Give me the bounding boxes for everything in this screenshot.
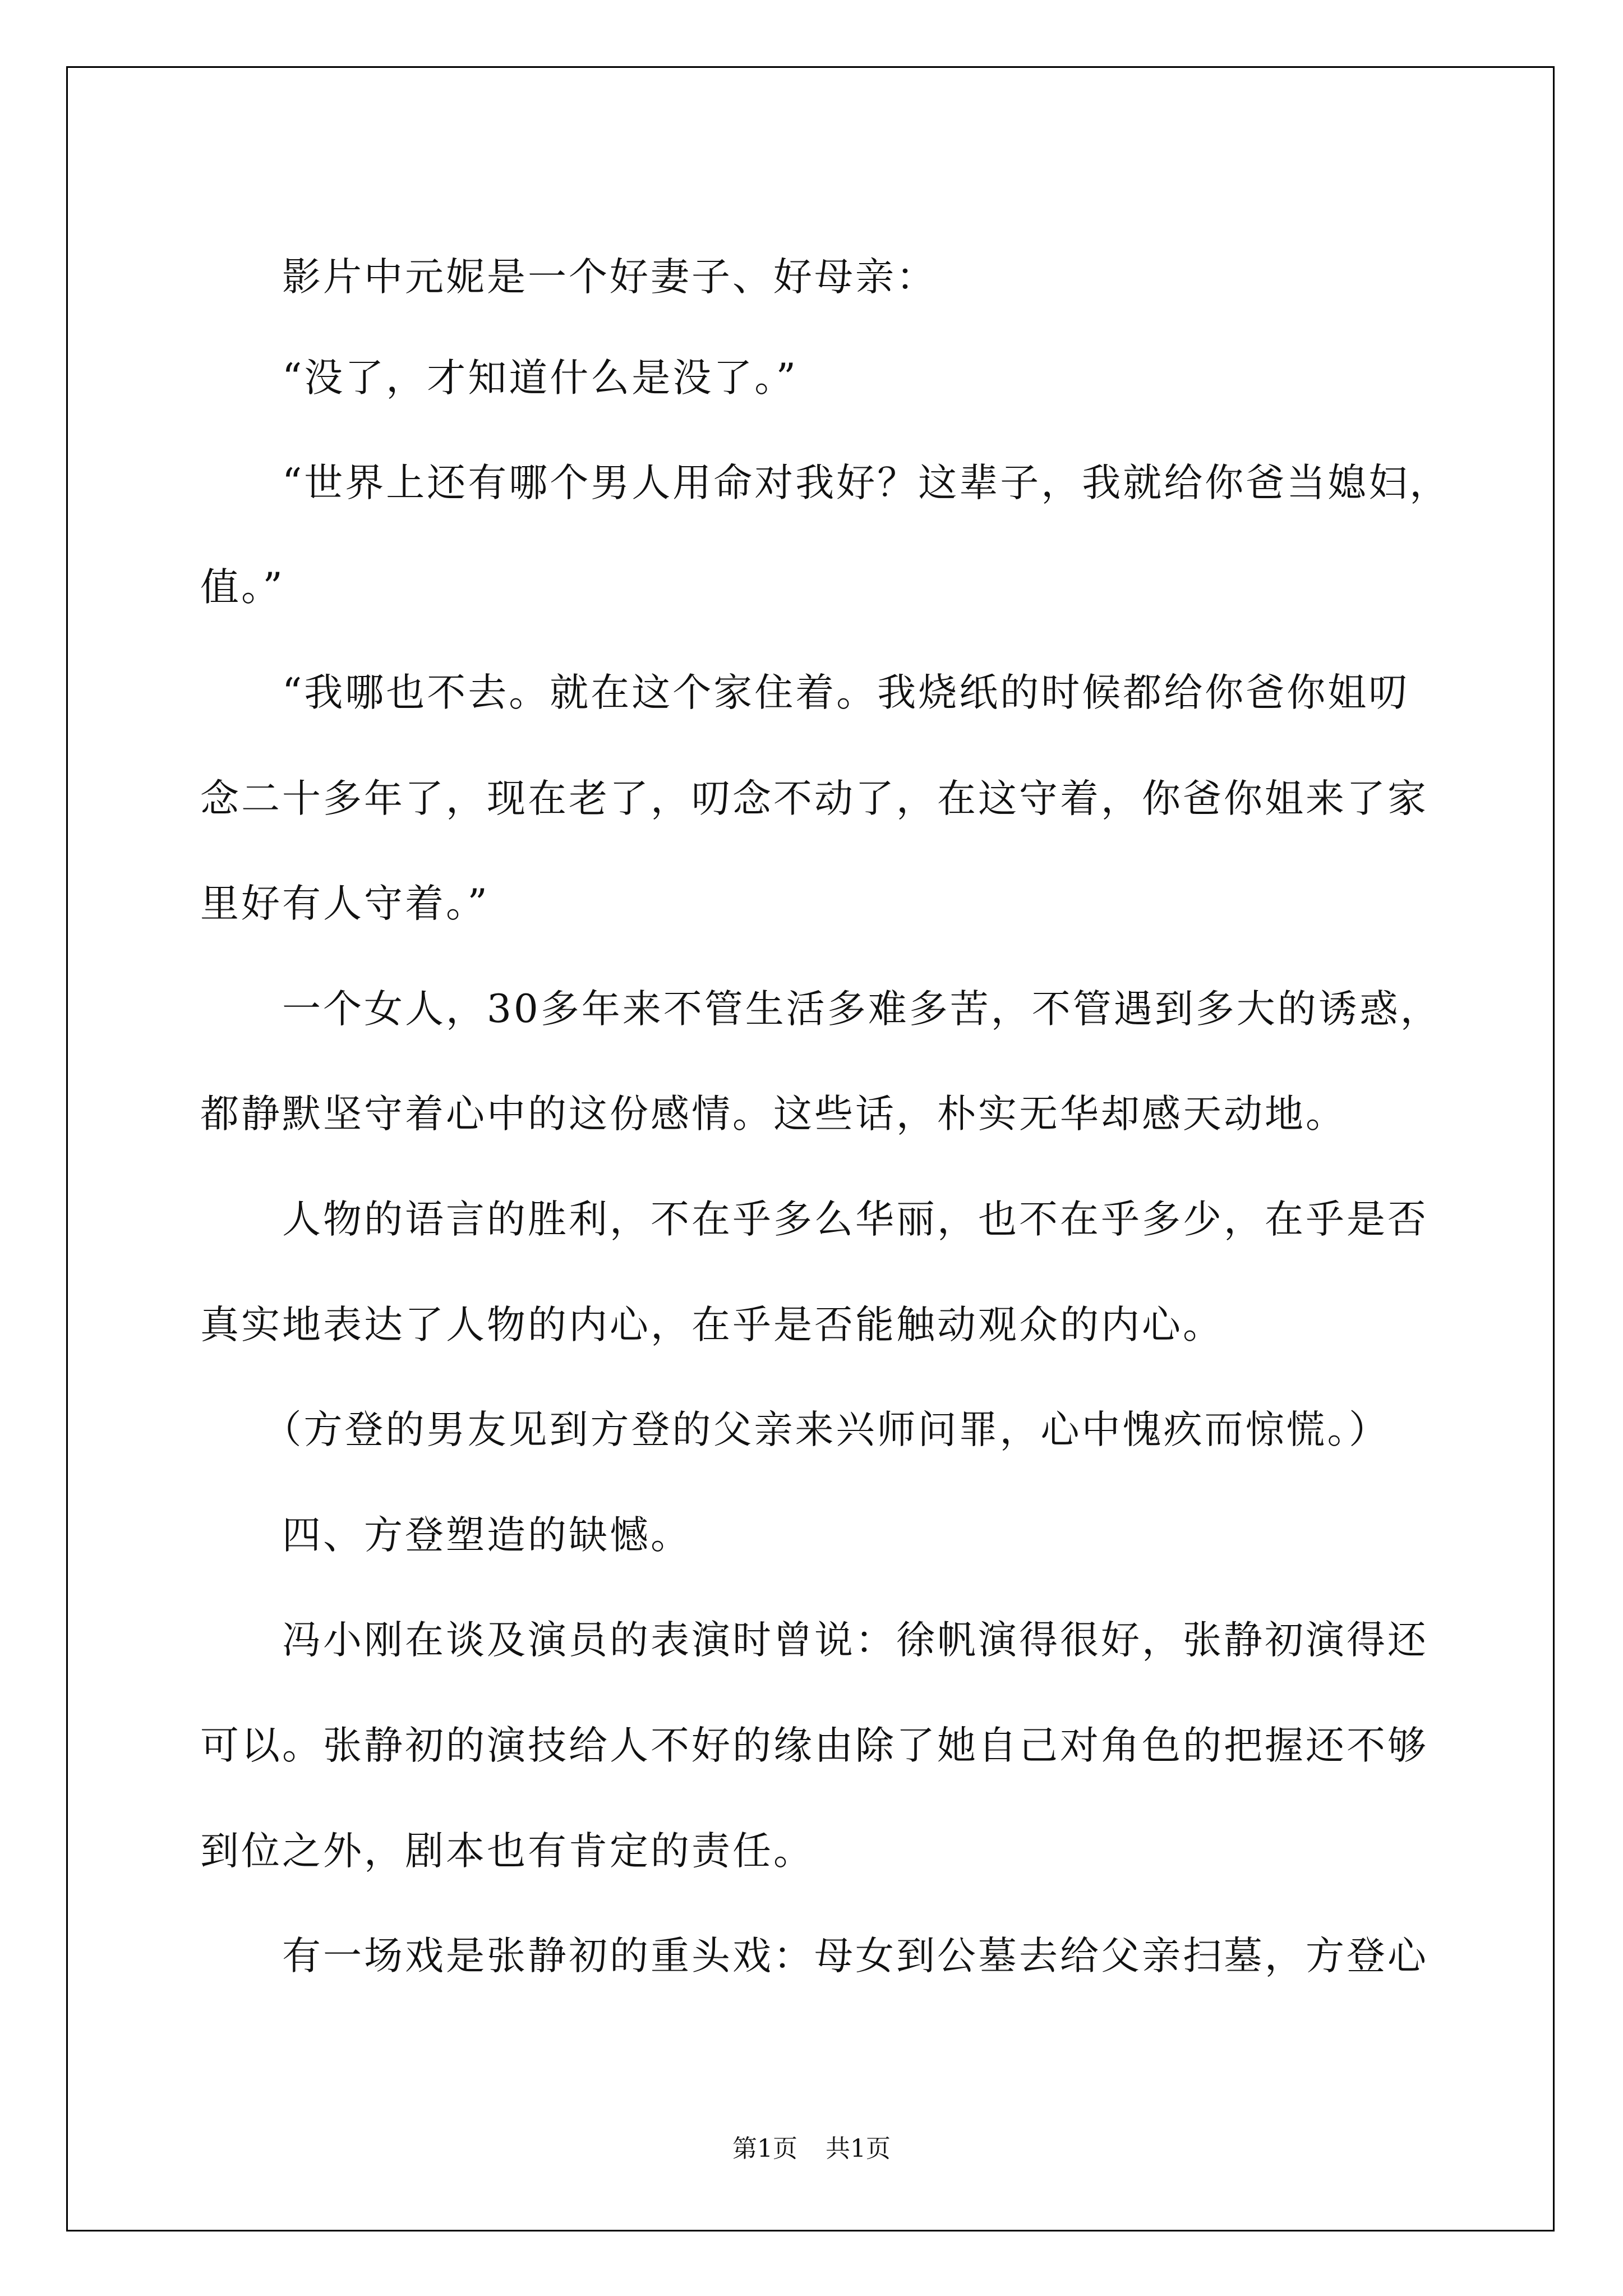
text-line-3: “世界上还有哪个男人用命对我好？这辈子，我就给你爸当媳妇， <box>200 461 1451 505</box>
text-line-10: 人物的语言的胜利，不在乎多么华丽，也不在乎多少，在乎是否 <box>200 1197 1428 1242</box>
text-line-13: 四、方登塑造的缺憾。 <box>200 1513 691 1558</box>
text-line-17: 有一场戏是张静初的重头戏：母女到公墓去给父亲扫墓，方登心 <box>200 1934 1428 1978</box>
page-number: 第1页 <box>732 2134 797 2163</box>
text-line-12: （方登的男友见到方登的父亲来兴师问罪，心中愧疚而惊慌。） <box>200 1407 1390 1452</box>
text-line-8: 一个女人，30多年来不管生活多难多苦，不管遇到多大的诱惑， <box>200 987 1441 1032</box>
text-line-9: 都静默坚守着心中的这份感情。这些话，朴实无华却感天动地。 <box>200 1092 1347 1137</box>
text-line-7: 里好有人守着。” <box>200 881 490 926</box>
text-line-11: 真实地表达了人物的内心，在乎是否能触动观众的内心。 <box>200 1303 1224 1347</box>
text-line-16: 到位之外，剧本也有肯定的责任。 <box>200 1829 814 1874</box>
page-footer <box>0 2128 1623 2164</box>
text-line-5: “我哪也不去。就在这个家住着。我烧纸的时候都给你爸你姐叨 <box>200 670 1410 715</box>
text-line-14: 冯小刚在谈及演员的表演时曾说：徐帆演得很好，张静初演得还 <box>200 1618 1428 1663</box>
text-line-6: 念二十多年了，现在老了，叨念不动了，在这守着，你爸你姐来了家 <box>200 776 1428 821</box>
text-line-4: 值。” <box>200 565 285 610</box>
text-line-15: 可以。张静初的演技给人不好的缘由除了她自己对角色的把握还不够 <box>200 1723 1428 1768</box>
text-line-2: “没了，才知道什么是没了。” <box>200 356 799 401</box>
page-total: 共1页 <box>826 2134 891 2163</box>
text-line-1: 影片中元妮是一个好妻子、好母亲： <box>200 255 937 300</box>
